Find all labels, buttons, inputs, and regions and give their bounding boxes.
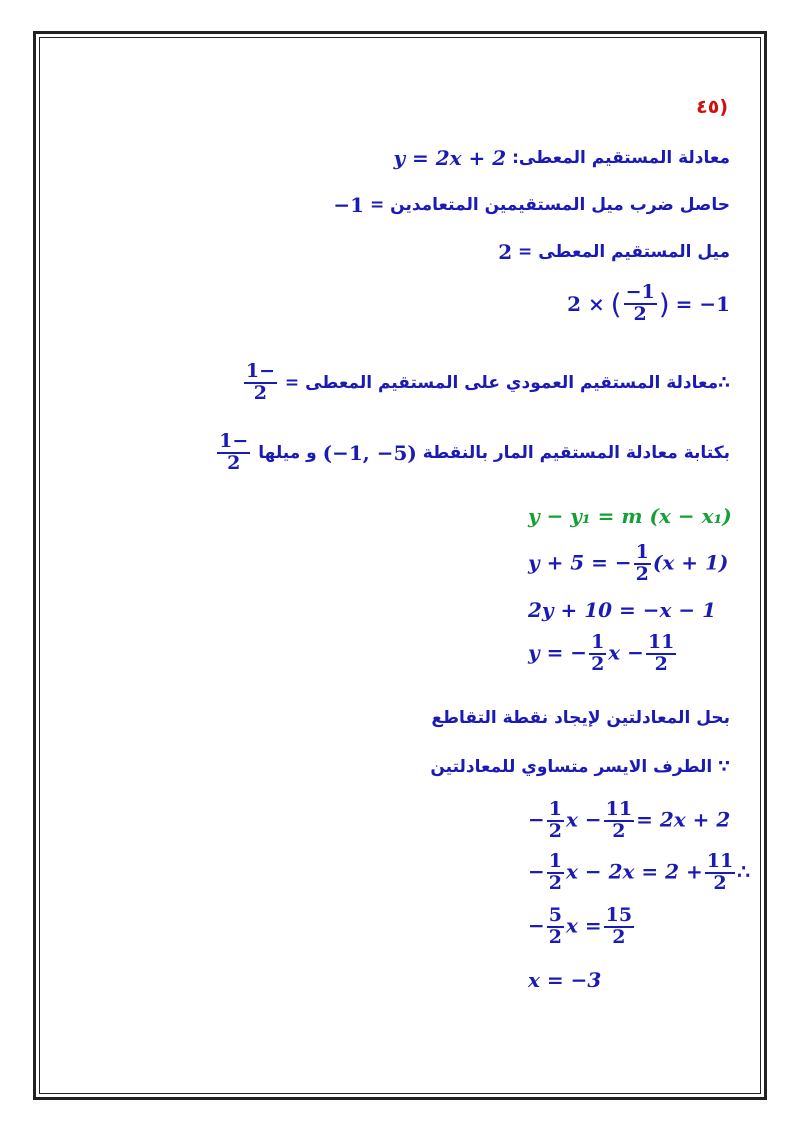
paren-close: ) (658, 287, 670, 321)
left-sides-equal: ∵ الطرف الايسر متساوي للمعادلتين (430, 757, 730, 777)
slope-fraction-num: −1 (625, 281, 655, 303)
solve-eq-2-frac2 (705, 852, 735, 894)
step-substitute-den: 2 (635, 562, 649, 585)
step-result-frac2 (646, 633, 676, 675)
step-result-frac1 (589, 633, 606, 675)
solve-eq-2 (528, 852, 750, 894)
slope-product-equation (567, 283, 730, 325)
point-slope-num: −1 (219, 430, 249, 452)
point-slope-intro (215, 432, 730, 474)
step-substitute-fraction (634, 543, 651, 585)
solve-eq-3-frac1 (547, 906, 564, 948)
slope-fraction (624, 283, 657, 325)
step-result (528, 633, 678, 675)
solve-eq-3 (528, 906, 636, 948)
step-result-b: x − (608, 640, 644, 665)
solve-eq-1-c: = 2x + 2 (636, 807, 731, 832)
therefore-symbol: ∴ (737, 859, 750, 884)
step-substitute-b: (x + 1) (652, 550, 729, 575)
perpendicular-product (333, 193, 730, 217)
step-substitute-a: y + 5 = − (528, 550, 632, 575)
point-slope-den: 2 (227, 451, 241, 474)
solve-eq-2-num2: 11 (706, 850, 734, 872)
slope-product-right: = −1 (675, 291, 730, 316)
solve-eq-1-frac2 (604, 800, 634, 842)
solve-eq-1-den1: 2 (548, 819, 562, 842)
solve-eq-2-frac1 (547, 852, 564, 894)
solve-eq-3-b: x = (566, 913, 602, 938)
step-substitute-num: 1 (635, 541, 649, 563)
solve-eq-2-den1: 2 (548, 871, 562, 894)
solve-eq-2-a: − (528, 859, 545, 884)
solve-eq-3-num1: 5 (548, 904, 562, 926)
solve-eq-3-den1: 2 (548, 925, 562, 948)
given-slope (498, 240, 730, 264)
solve-eq-3-num2: 15 (605, 904, 633, 926)
perpendicular-slope (242, 362, 730, 404)
solve-eq-2-b: x − 2x = 2 + (566, 859, 703, 884)
given-slope-value: 2 (498, 240, 513, 264)
solve-eq-3-frac2 (604, 906, 634, 948)
solve-eq-3-a: − (528, 913, 545, 938)
given-line-equation (393, 146, 730, 170)
paren-open: ( (610, 287, 622, 321)
step-result-num1: 1 (591, 631, 605, 653)
solve-eq-1-num1: 1 (548, 798, 562, 820)
solve-eq-2-den2: 2 (713, 871, 727, 894)
perpendicular-slope-den: 2 (253, 381, 268, 404)
solve-eq-1-den2: 2 (612, 819, 626, 842)
step-result-num2: 11 (647, 631, 675, 653)
step-result-den1: 2 (591, 652, 605, 675)
point-slope-fraction (217, 432, 250, 474)
perpendicular-slope-label: ∴معادلة المستقيم العمودي على المستقيم المعطى = (284, 372, 730, 393)
solve-eq-1 (528, 800, 730, 842)
solve-intro: بحل المعادلتين لإيجاد نقطة التقاطع (431, 708, 730, 728)
given-slope-label: ميل المستقيم المعطى = (518, 242, 730, 262)
perpendicular-product-value: −1 (333, 193, 365, 217)
point-slope-formula: y − y₁ = m (x − x₁) (528, 504, 732, 528)
step-result-a: y = − (528, 640, 588, 665)
solve-eq-3-den2: 2 (612, 925, 626, 948)
slope-fraction-den: 2 (633, 302, 647, 325)
step-expand: 2y + 10 = −x − 1 (528, 598, 717, 622)
perpendicular-product-label: حاصل ضرب ميل المستقيمين المتعامدين = (369, 195, 730, 215)
solve-eq-2-num1: 1 (548, 850, 562, 872)
slope-product-left: 2 × (567, 291, 605, 316)
solve-eq-1-a: − (528, 807, 545, 832)
perpendicular-slope-num: −1 (245, 360, 275, 382)
problem-number: (٤٥ (696, 96, 728, 118)
given-line-math: y = 2x + 2 (393, 146, 507, 170)
solve-eq-1-frac1 (547, 800, 564, 842)
step-result-den2: 2 (654, 652, 668, 675)
solve-eq-1-num2: 11 (605, 798, 633, 820)
point-slope-intro-a: بكتابة معادلة المستقيم المار بالنقطة (422, 442, 730, 463)
point-slope-intro-b: و ميلها (258, 442, 317, 463)
solve-result-x: x = −3 (528, 968, 602, 992)
step-substitute (528, 543, 728, 585)
perpendicular-slope-fraction (244, 362, 277, 404)
given-line-label: معادلة المستقيم المعطى: (512, 148, 730, 168)
solve-eq-1-b: x − (566, 807, 602, 832)
point-slope-point: (−1, −5) (322, 440, 417, 465)
